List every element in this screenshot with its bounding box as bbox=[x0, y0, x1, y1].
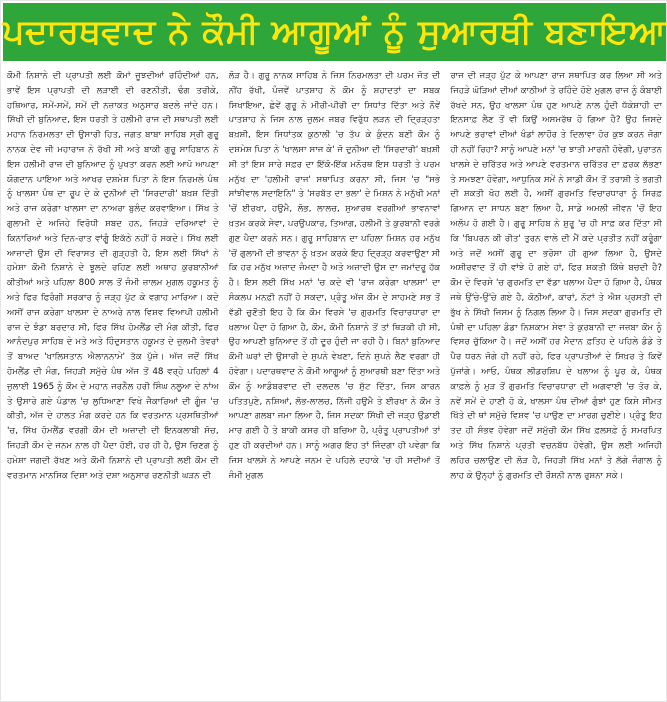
headline-banner bbox=[3, 3, 666, 61]
headline: ਪਦਾਰਥਵਾਦ ਨੇ ਕੌਮੀ ਆਗੂਆਂ ਨੂੰ ਸੁਆਰਥੀ ਬਣਾਇਆ bbox=[2, 12, 667, 52]
article-body bbox=[7, 69, 662, 695]
article-column-2 bbox=[229, 69, 441, 695]
column-text: ਕੌਮੀ ਨਿਸ਼ਾਨੇ ਦੀ ਪ੍ਰਾਪਤੀ ਲਈ ਕੌਮਾਂ ਜੂਝਦੀਆਂ ਰਹਿੰਦੀਆਂ ਹਨ, ਭਾਵੇਂ ਇਸ ਪ੍ਰਾਪਤੀ ਦੀ ਲੜਾਈ ਦੀ ਰਣਨੀਤੀ, ਢੰਗ ਤਰੀਕੇ, ਹਥਿਆਰ, ਸਮੇਂ-ਸਮੇਂ, ਸਮੇਂ ਦੀ ਨਜ਼ਾਕਤ ਅਨੁਸਾਰ ਬਦਲੇ ਜਾਂਦੇ ਹਨ। ਸਿੱਖੀ ਦੀ ਬੁਨਿਆਦ, ਇਸ ਧਰਤੀ ਤੇ ਹਲੀਮੀ ਰਾਜ ਦੀ ਸਥਾਪਤੀ ਲਈ ਮਹਾਨ ਨਿਰਮਲਤਾ ਦੀ ਉਸਾਰੀ ਹਿਤ, ਜਗਤ ਬਾਬਾ ਸਾਹਿਬ ਸ੍ਰੀ ਗੁਰੂ ਨਾਨਕ ਦੇਵ ਜੀ ਮਹਾਰਾਜ ਨੇ ਰੱਖੀ ਸੀ ਅਤੇ ਬਾਕੀ ਗੁਰੂ ਸਾਹਿਬਾਨ ਨੇ ਇਸ ਹਲੀਮੀ ਰਾਜ ਦੀ ਬੁਨਿਆਦ ਨੂੰ ਪੁਖਤਾ ਕਰਨ ਲਈ ਆਪੋ ਆਪਣਾ ਯੋਗਦਾਨ ਪਾਇਆ ਅਤੇ ਆਖਰ ਦਸ਼ਮੇਸ਼ ਪਿਤਾ ਨੇ ਇਸ ਨਿਰਮਲੇ ਪੰਥ ਨੂੰ ਖਾਲਸਾ ਪੰਥ ਦਾ ਰੂਪ ਦੇ ਕੇ ਦੁਨੀਆਂ ਦੀ 'ਸਿਰਦਾਰੀ' ਬਖ਼ਸ਼ ਦਿੱਤੀ ਅਤੇ ਰਾਜ ਕਰੇਗਾ ਖਾਲਸਾ ਦਾ ਨਾਅਰਾ ਬੁਲੰਦ ਕਰਵਾਇਆ। ਸਿੱਖ ਤੇ ਗੁਲਾਮੀ ਦੇ ਅਜਿਹੇ ਵਿਰੋਧੀ ਸ਼ਬਦ ਹਨ, ਜਿਹੜੇ ਦਰਿਆਵਾਂ ਦੇ ਕਿਨਾਰਿਆਂ ਅਤੇ ਦਿਨ-ਰਾਤ ਵਾਂਗੂੰ ਇਕੱਠੇ ਨਹੀਂ ਹੋ ਸਕਦੇ। ਸਿੱਖ ਲਈ ਆਜ਼ਾਦੀ ਉਸ ਦੀ ਵਿਰਾਸਤ ਦੀ ਗੁੜ੍ਹਤੀ ਹੈ, ਇਸ ਲਈ ਸਿੱਖਾਂ ਨੇ ਹਮੇਸ਼ਾ ਕੌਮੀ ਨਿਸ਼ਾਨੇ ਦੇ ਝੂਲਦੇ ਰਹਿਣ ਲਈ ਅਥਾਹ ਕੁਰਬਾਨੀਆਂ ਕੀਤੀਆਂ ਅਤੇ ਪਹਿਲਾ 800 ਸਾਲ ਤੋਂ ਜੰਮੀ ਜ਼ਾਲਮ ਮੁਗਲ ਹਕੂਮਤ ਨੂੰ ਅਤੇ ਫਿਰ ਫਿਰੰਗੀ ਸਰਕਾਰ ਨੂੰ ਜੜ੍ਹ ਪੁੱਟ ਕੇ ਵਗਾਹ ਮਾਰਿਆ। ਕਦੇ ਅਸੀਂ ਰਾਜ ਕਰੇਗਾ ਖਾਲਸਾ ਦੇ ਨਾਅਰੇ ਨਾਲ ਵਿਸ਼ਵ ਵਿਆਪੀ ਹਲੀਮੀ ਰਾਜ ਦੇ ਝੰਡਾ ਬਰਦਾਰ ਸੀ, ਫਿਰ ਸਿੱਖ ਹੋਮਲੈਂਡ ਦੀ ਮੰਗ ਕੀਤੀ, ਫਿਰ ਆਨੰਦਪੁਰ ਸਾਹਿਬ ਦੇ ਮਤੇ ਅਤੇ ਹਿੰਦੁਸਤਾਨ ਹਕੂਮਤ ਦੇ ਜ਼ੁਲਮੀ ਤੇਵਰਾਂ ਤੋਂ ਬਾਅਦ 'ਖਾਲਿਸਤਾਨ ਐਲਾਨਨਾਮੇ' ਤੱਕ ਪੁੱਜੇ। ਅੱਜ ਜਦੋਂ ਸਿੱਖ ਹੋਮਲੈਂਡ ਦੀ ਮੰਗ, ਜਿਹੜੀ ਸਮੁੱਚੇ ਪੰਥ ਅੱਜ ਤੋਂ 48 ਵਰ੍ਹੇ ਪਹਿਲਾਂ 4 ਜੁਲਾਈ 1965 ਨੂੰ ਕੌਮ ਦੇ ਮਹਾਨ ਜਰਨੈਲ ਹਰੀ ਸਿੰਘ ਨਲੂਆ ਦੇ ਨਾਂਅ ਤੇ ਉਸਾਰੇ ਗਏ ਪੰਡਾਲ 'ਚ ਲੁਧਿਆਣਾ ਵਿਖੇ ਜੈਕਾਰਿਆਂ ਦੀ ਗੂੰਜ 'ਚ ਕੀਤੀ, ਅੱਜ ਦੇ ਹਾਲਤ ਮੰਗ ਕਰਦੇ ਹਨ ਕਿ ਵਰਤਮਾਨ ਪ੍ਰਸਥਿਤੀਆਂ 'ਚ, ਸਿੱਖ ਹੋਮਲੈਂਡ ਵਰਗੀ ਕੌਮ ਦੀ ਅਜ਼ਾਦੀ ਦੀ ਇਨਕਲਾਬੀ ਸੋਚ, ਜਿਹੜੀ ਕੌਮ ਦੇ ਜਨਮ ਨਾਲ ਹੀ ਪੈਦਾ ਹੋਈ, ਹਰ ਹੀ ਹੈ, ਉਸ ਚਿਣਗ ਨੂੰ ਹਮੇਸ਼ਾ ਜਗਦੀ ਰੱਖਣ ਅਤੇ ਕੌਮੀ ਨਿਸ਼ਾਨੇ ਦੀ ਪ੍ਰਾਪਤੀ ਲਈ ਕੌਮ ਦੀ ਵਰਤਮਾਨ ਮਾਨਸਿਕ ਦਿਸ਼ਾ ਅਤੇ ਦਸ਼ਾ ਅਨੁਸਾਰ ਰਣਨੀਤੀ ਘੜਨ ਦੀ bbox=[7, 71, 219, 481]
article-column-1 bbox=[7, 69, 219, 695]
column-text: ਰਾਜ ਦੀ ਜੜ੍ਹ ਪੁੱਟ ਕੇ ਆਪਣਾ ਰਾਜ ਸਥਾਪਿਤ ਕਰ ਲਿਆ ਸੀ ਅਤੇ ਜਿਹੜੇ ਘੋੜਿਆਂ ਦੀਆਂ ਕਾਠੀਆਂ ਤੇ ਰਹਿੰਦੇ ਹੋਏ ਮੁਗਲ ਰਾਜ ਨੂੰ ਕੰਬਾਈ ਰੱਖਦੇ ਸਨ, ਉਹ ਖਾਲਸਾ ਪੰਥ ਹੁਣ ਆਪਣੇ ਨਾਲ ਹੁੰਦੀ ਧੱਕੇਸ਼ਾਹੀ ਦਾ ਇਨਸਾਫ਼ ਲੈਣ ਤੋਂ ਵੀ ਕਿਉਂ ਅਸਮਰੱਥ ਹੋ ਗਿਆ ਹੈ? ਉਹ ਜਿਸਦੇ ਆਪਣੇ ਭਰਾਵਾਂ ਦੀਆਂ ਖੰਡਾਂ ਲਾਹੌਰ ਤੇ ਦਿਲਾਵਾ ਹੋਰ ਕੁਝ ਕਰਨ ਜੋਗਾ ਹੀ ਨਹੀਂ ਰਿਹਾ? ਸਾਨੂੰ ਆਪਣੇ ਮਨਾਂ 'ਚ ਝਾਤੀ ਮਾਰਨੀ ਹੋਵੇਗੀ, ਪੁਰਾਤਨ ਖਾਲਸੇ ਦੇ ਚਰਿੱਤਰ ਅਤੇ ਆਪਣੇ ਵਰਤਮਾਨ ਚਰਿੱਤਰ ਦਾ ਫ਼ਰਕ ਲੱਭਣਾ ਤੇ ਸਮਝਣਾ ਹੋਵੇਗਾ, ਆਧੁਨਿਕ ਸਮੇਂ ਨੇ ਸਾਡੀ ਕੌਮ ਤੋਂ ਤਰਾਸ਼ੀ ਤੇ ਭਗਤੀ ਦੀ ਸ਼ਕਤੀ ਖੋਹ ਲਈ ਹੈ, ਅਸੀਂ ਗੁਰਮਤਿ ਵਿਚਾਰਧਾਰਾ ਨੂੰ ਸਿਰਫ਼ ਗਿਆਨ ਦਾ ਸਾਧਨ ਬਣਾ ਲਿਆ ਹੈ, ਸਾਡੇ ਅਮਲੀ ਜੀਵਨ 'ਚੋਂ ਇਹ ਅਲੋਪ ਹੋ ਗਈ ਹੈ। ਗੁਰੂ ਸਾਹਿਬ ਨੇ ਸ਼ੁਰੂ 'ਚ ਹੀ ਸਾਫ਼ ਕਰ ਦਿੱਤਾ ਸੀ ਕਿ 'ਬਿਪਰਨ ਕੀ ਰੀਤ' ਤੁਰਨ ਵਾਲੇ ਦੀ ਮੈਂ ਕਦੇ ਪ੍ਰਤੀਤ ਨਹੀਂ ਕਰੂੰਗਾ ਅਤੇ ਜਦੋਂ ਅਸੀਂ ਗੁਰੂ ਦਾ ਭਰੋਸਾ ਹੀ ਗੁਆ ਲਿਆ ਹੈ, ਉਸਦੇ ਅਸ਼ੀਰਵਾਦ ਤੋਂ ਹੀ ਵਾਂਝੇ ਹੋ ਗਏ ਹਾਂ, ਫਿਰ ਸ਼ਕਤੀ ਕਿੱਥੇ ਬਚਦੀ ਹੈ? ਕੌਮ ਦੇ ਵਿਰਸੇ 'ਚ ਗੁਰਮਤਿ ਦਾ ਵੱਡਾ ਖਲਾਅ ਪੈਦਾ ਹੋ ਗਿਆ ਹੈ, ਪੰਥਕ ਜਥੇ ਉੱਚੇ-ਉੱਚੇ ਗਏ ਹੈ, ਕੋਠੀਆਂ, ਕਾਰਾਂ, ਨੋਟਾਂ ਤੇ ਐਸ਼ ਪ੍ਰਸਤੀ ਦੀ ਭੁੱਖ ਨੇ ਸਿੱਖੀ ਜਿਸਮ ਨੂੰ ਨਿਗਲ ਲਿਆ ਹੈ। ਜਿਸ ਸਦਕਾ ਗੁਰਮਤਿ ਦੀ ਪੰਥੀ ਦਾ ਪਹਿਲਾ ਡੰਡਾ ਨਿਸ਼ਕਾਮ ਸੇਵਾ ਤੇ ਕੁਰਬਾਨੀ ਦਾ ਜਜ਼ਬਾ ਕੌਮ ਨੂੰ ਵਿਸਰ ਚੁੱਕਿਆ ਹੈ। ਜਦੋਂ ਅਸੀਂ ਹਰ ਮੈਦਾਨ ਫ਼ਤਿਹ ਦੇ ਪਹਿਲੇ ਡੰਡੇ ਤੇ ਪੈਰ ਧਰਨ ਜੋਗੇ ਹੀ ਨਹੀਂ ਰਹੇ, ਫਿਰ ਪ੍ਰਾਪਤੀਆਂ ਦੇ ਸਿਖ਼ਰ ਤੇ ਕਿਵੇਂ ਪੁੱਜਾਂਗੇ। ਆਓ, ਪੰਥਕ ਲੀਡਰਸ਼ਿਪ ਦੇ ਖਲਾਅ ਨੂੰ ਪੂਰ ਕੇ, ਪੰਥਕ ਕਾਫ਼ਲੇ ਨੂੰ ਮੁੜ ਤੋਂ ਗੁਰਮਤਿ ਵਿਚਾਰਧਾਰਾ ਦੀ ਅਗਵਾਈ 'ਚ ਤੋਰ ਕੇ, ਨਵੇਂ ਸਮੇਂ ਦੇ ਹਾਣੀ ਹੋ ਕੇ, ਖਾਲਸਾ ਪੰਥ ਦੀਆਂ ਗੁੰਝਾਂ ਹੁਣ ਕਿਸੇ ਸੀਮਤ ਖਿੱਤੇ ਦੀ ਥਾਂ ਸਮੁੱਚੇ ਵਿਸ਼ਵ 'ਚ ਪਾਉਣ ਦਾ ਮਾਰਗ ਚੁਣੀਏ। ਪ੍ਰੰਤੂ ਇਹ ਤਦ ਹੀ ਸੰਭਵ ਹੋਵੇਗਾ ਜਦੋਂ ਸਮੁੱਚੀ ਕੌਮ ਸਿੱਖ ਫ਼ਲਸਫ਼ੇ ਨੂੰ ਸਮਰਪਿਤ ਅਤੇ ਸਿੱਖ ਨਿਸ਼ਾਨੇ ਪ੍ਰਤੀ ਵਚਨਬੱਧ ਹੋਵੇਗੀ, ਉਸ ਲਈ ਅਜਿਹੀ ਲਹਿਰ ਚਲਾਉਣ ਦੀ ਲੋੜ ਹੈ, ਜਿਹੜੀ ਸਿੱਖ ਮਨਾਂ ਤੇ ਲੱਗੇ ਜੰਗਾਲ ਨੂੰ ਲਾਹ ਕੇ ਉਨ੍ਹਾਂ ਨੂੰ ਗੁਰਮਤਿ ਦੀ ਰੌਸ਼ਨੀ ਨਾਲ ਰੁਸ਼ਨਾ ਸਕੇ। bbox=[450, 71, 663, 481]
article-column-3 bbox=[450, 69, 662, 695]
column-text: ਲੋੜ ਹੈ। ਗੁਰੂ ਨਾਨਕ ਸਾਹਿਬ ਨੇ ਜਿਸ ਨਿਰਮਲਤਾ ਦੀ ਪਰਮ ਜੋਤ ਦੀ ਨੀਂਹ ਰੱਖੀ, ਪੰਜਵੇਂ ਪਾਤਸ਼ਾਹ ਨੇ ਕੌਮ ਨੂੰ ਸ਼ਹਾਦਤਾਂ ਦਾ ਸਬਕ ਸਿਖਾਇਆ, ਛੇਵੇਂ ਗੁਰੂ ਨੇ ਮੀਰੀ-ਪੀਰੀ ਦਾ ਸਿਧਾਂਤ ਦਿੱਤਾ ਅਤੇ ਨੌਵੇਂ ਪਾਤਸ਼ਾਹ ਨੇ ਜਿਸ ਨਾਲ ਜ਼ੁਲਮ ਜਬਰ ਵਿਰੁੱਧ ਲੜਨ ਦੀ ਦ੍ਰਿੜ੍ਹਤਾ ਬਖ਼ਸ਼ੀ, ਇਸ ਸਿਧਾਂਤਕ ਕੁਠਾਲੀ 'ਚ ਤੱਪ ਕੇ ਕੁੰਦਨ ਬਣੀ ਕੌਮ ਨੂੰ ਦਸ਼ਮੇਸ਼ ਪਿਤਾ ਨੇ 'ਖਾਲਸਾ ਸਾਜ ਕੇ' ਜੋ ਦੁਨੀਆ ਦੀ 'ਸਿਰਦਾਰੀ' ਬਖ਼ਸ਼ੀ ਸੀ ਤਾਂ ਇਸ ਸਾਰੇ ਸਫ਼ਰ ਦਾ ਇੱਕੋ-ਇੱਕ ਮਨੋਰਥ ਇਸ ਧਰਤੀ ਤੇ ਪਰਮ ਮਨੁੱਖ ਦਾ 'ਹਲੀਮੀ ਰਾਜ' ਸਥਾਪਿਤ ਕਰਨਾ ਸੀ, ਜਿਸ 'ਚ "ਸਭੇ ਸਾਂਝੀਵਾਲ ਸਦਾਇਨਿ" ਤੇ 'ਸਰਬੱਤ ਦਾ ਭਲਾ' ਦੇ ਮਿਸ਼ਨ ਨੇ ਮਨੁੱਖੀ ਮਨਾਂ 'ਚੋਂ ਈਰਖਾ, ਹਉਮੈ, ਲੋਭ, ਲਾਲਚ, ਸੁਆਰਥ ਵਰਗੀਆਂ ਭਾਵਨਾਵਾਂ ਖ਼ਤਮ ਕਰਕੇ ਸੇਵਾ, ਪਰਉਪਕਾਰ, ਤਿਆਗ, ਹਲੀਮੀ ਤੇ ਕੁਰਬਾਨੀ ਵਰਗੇ ਗੁਣ ਪੈਦਾ ਕਰਨੇ ਸਨ। ਗੁਰੂ ਸਾਹਿਬਾਨ ਦਾ ਪਹਿਲਾ ਮਿਸ਼ਨ ਹਰ ਮਨੁੱਖ 'ਚੋਂ ਗੁਲਾਮੀ ਦੀ ਭਾਵਨਾ ਨੂੰ ਖ਼ਤਮ ਕਰਕੇ ਇਹ ਦ੍ਰਿੜ੍ਹ ਕਰਵਾਉਣਾ ਸੀ ਕਿ ਹਰ ਮਨੁੱਖ ਅਜ਼ਾਦ ਜੰਮਦਾ ਹੈ ਅਤੇ ਅਜ਼ਾਦੀ ਉਸ ਦਾ ਜਮਾਂਦਰੂ ਹੱਕ ਹੈ। ਇਸ ਲਈ ਸਿੱਖ ਮਨਾਂ 'ਚ ਕਦੇ ਵੀ 'ਰਾਜ ਕਰੇਗਾ ਖਾਲਸਾ' ਦਾ ਸੰਕਲਪ ਮਨਫ਼ੀ ਨਹੀਂ ਹੋ ਸਕਦਾ, ਪ੍ਰੰਤੂ ਅੱਜ ਕੌਮ ਦੇ ਸਾਹਮਣੇ ਸਭ ਤੋਂ ਵੱਡੀ ਚੁਣੌਤੀ ਇਹ ਹੈ ਕਿ ਕੌਮ ਵਿਰਸੇ 'ਚ ਗੁਰਮਤਿ ਵਿਚਾਰਧਾਰਾ ਦਾ ਖਲਾਅ ਪੈਦਾ ਹੋ ਗਿਆ ਹੈ, ਕੌਮ, ਕੌਮੀ ਨਿਸ਼ਾਨੇ ਤੋਂ ਤਾਂ ਥਿੜਕੀ ਹੀ ਸੀ, ਉਹ ਆਪਣੀ ਬੁਨਿਆਦ ਤੋਂ ਹੀ ਦੂਰ ਹੁੰਦੀ ਜਾ ਰਹੀ ਹੈ। ਬਿਨਾਂ ਬੁਨਿਆਦ ਕੌਮੀ ਘਰਾਂ ਦੀ ਉਸਾਰੀ ਦੇ ਸੁਪਨੇ ਵੇਖਣਾ, ਦਿਨੇ ਸੁਪਨੇ ਲੈਣ ਵਰਗਾ ਹੀ ਹੋਵੇਗਾ। ਪਦਾਰਥਵਾਦ ਨੇ ਕੌਮੀ ਆਗੂਆਂ ਨੂੰ ਸੁਆਰਥੀ ਬਣਾ ਦਿੱਤਾ ਅਤੇ ਕੌਮ ਨੂੰ ਆਡੰਬਰਵਾਦ ਦੀ ਦਲਦਲ 'ਚ ਸੁੱਟ ਦਿੱਤਾ, ਜਿਸ ਕਾਰਨ ਪਤਿਤਪੁਣੇ, ਨਸ਼ਿਆਂ, ਲੋਭ-ਲਾਲਚ, ਨਿੱਜੀ ਹਉਮੈ ਤੇ ਈਰਖਾ ਨੇ ਕੌਮ ਤੇ ਆਪਣਾ ਗਲਬਾ ਜਮਾ ਲਿਆ ਹੈ, ਜਿਸ ਸਦਕਾ ਸਿੱਖੀ ਦੀ ਜੜ੍ਹ ਉਡਾਈ ਮਾਰ ਗਈ ਹੈ ਤੇ ਬਾਕੀ ਕਸਰ ਹੀ ਬਚਿਆ ਹੈ, ਪ੍ਰੰਤੂ ਪ੍ਰਾਪਤੀਆਂ ਤਾਂ ਹੁਣ ਹੀ ਕਰਦੀਆਂ ਹਨ। ਸਾਨੂੰ ਅਗਰ ਇਹ ਤਾਂ ਜਿੰਦਗਾ ਹੀ ਪਵੇਗਾ ਕਿ ਜਿਸ ਖਾਲਸੇ ਨੇ ਆਪਣੇ ਜਨਮ ਦੇ ਪਹਿਲੇ ਦਹਾਕੇ 'ਚ ਹੀ ਸਦੀਆਂ ਤੋਂ ਜੰਮੀ ਮੁਗਲ bbox=[228, 71, 441, 481]
